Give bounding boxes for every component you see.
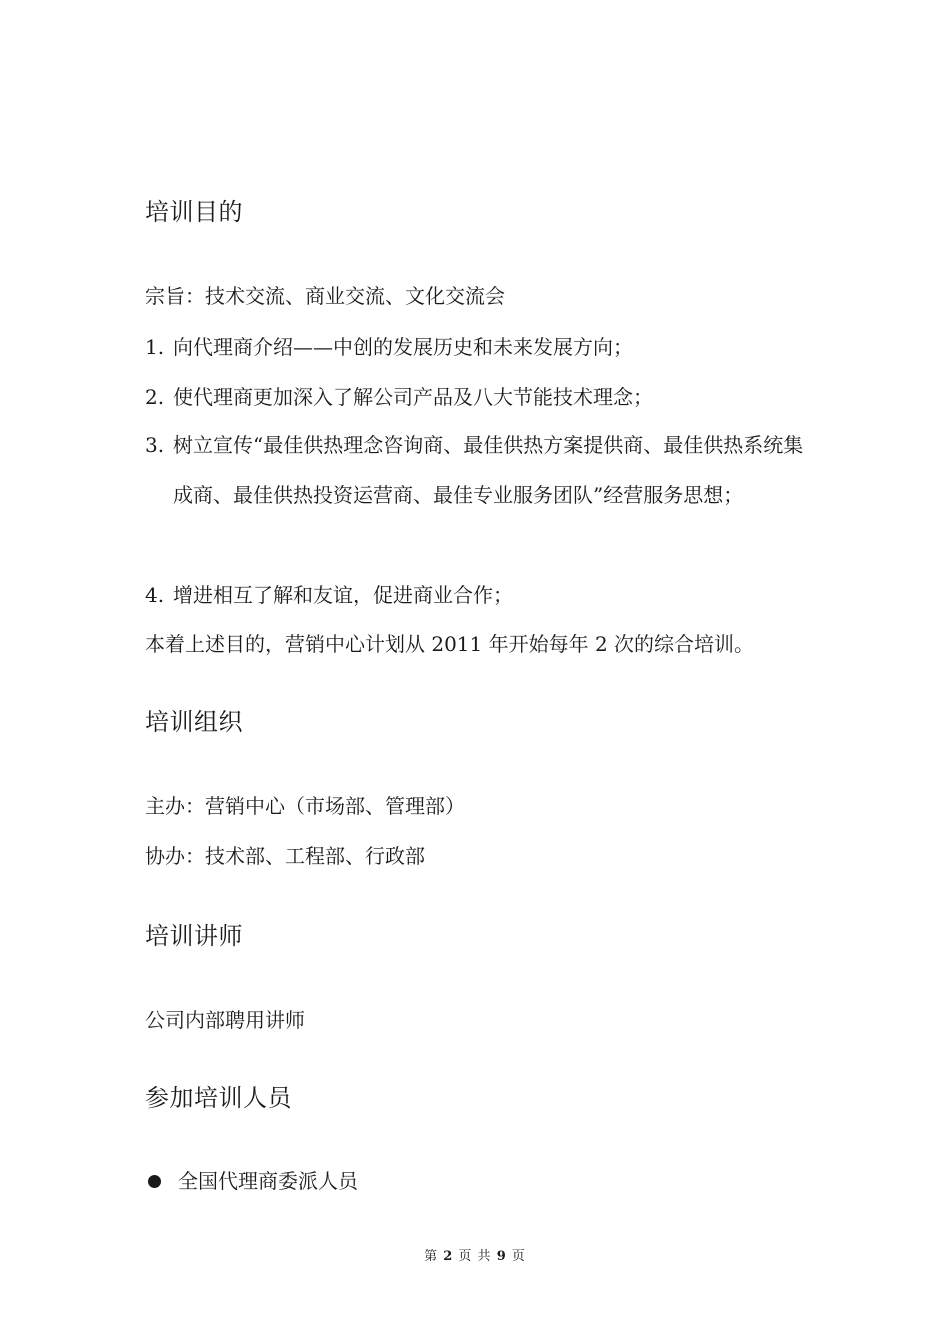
- host-paragraph: 主办：营销中心（市场部、管理部）: [145, 794, 465, 818]
- footer-total-pages: 9: [496, 1249, 507, 1264]
- lecturer-paragraph: 公司内部聘用讲师: [145, 1008, 305, 1032]
- list-text: 使代理商更加深入了解公司产品及八大节能技术理念；: [173, 385, 653, 409]
- section-heading-lecturer: 培训讲师: [145, 922, 243, 950]
- footer-middle: 页 共: [458, 1249, 492, 1264]
- list-number: 3.: [145, 433, 165, 457]
- list-number: 1.: [145, 335, 165, 359]
- section-heading-purpose: 培训目的: [145, 198, 243, 226]
- co-host-paragraph: 协办：技术部、工程部、行政部: [145, 844, 425, 868]
- list-item: [145, 322, 810, 372]
- list-item: [145, 570, 810, 620]
- list-text: 增进相互了解和友谊，促进商业合作；: [173, 583, 513, 607]
- tenet-paragraph: 宗旨：技术交流、商业交流、文化交流会: [145, 284, 505, 308]
- list-item: [145, 372, 810, 422]
- list-number: 4.: [145, 583, 165, 607]
- list-number: 2.: [145, 385, 165, 409]
- bullet-text: 全国代理商委派人员: [178, 1169, 358, 1193]
- conclusion-paragraph: 本着上述目的，营销中心计划从 2011 年开始每年 2 次的综合培训。: [145, 632, 755, 656]
- section-heading-participants: 参加培训人员: [145, 1084, 292, 1112]
- footer-page-number: 2: [443, 1249, 454, 1264]
- bullet-dot-icon: [148, 1175, 161, 1188]
- list-text: 向代理商介绍——中创的发展历史和未来发展方向；: [173, 335, 633, 359]
- list-item: [145, 420, 810, 520]
- footer-prefix: 第: [424, 1249, 439, 1264]
- list-text: 树立宣传“最佳供热理念咨询商、最佳供热方案提供商、最佳供热系统集成商、最佳供热投资运营商、最佳专业服务团队”经营服务思想；: [173, 433, 804, 507]
- footer-suffix: 页: [511, 1249, 526, 1264]
- page-footer: [0, 1247, 950, 1267]
- section-heading-organization: 培训组织: [145, 708, 243, 736]
